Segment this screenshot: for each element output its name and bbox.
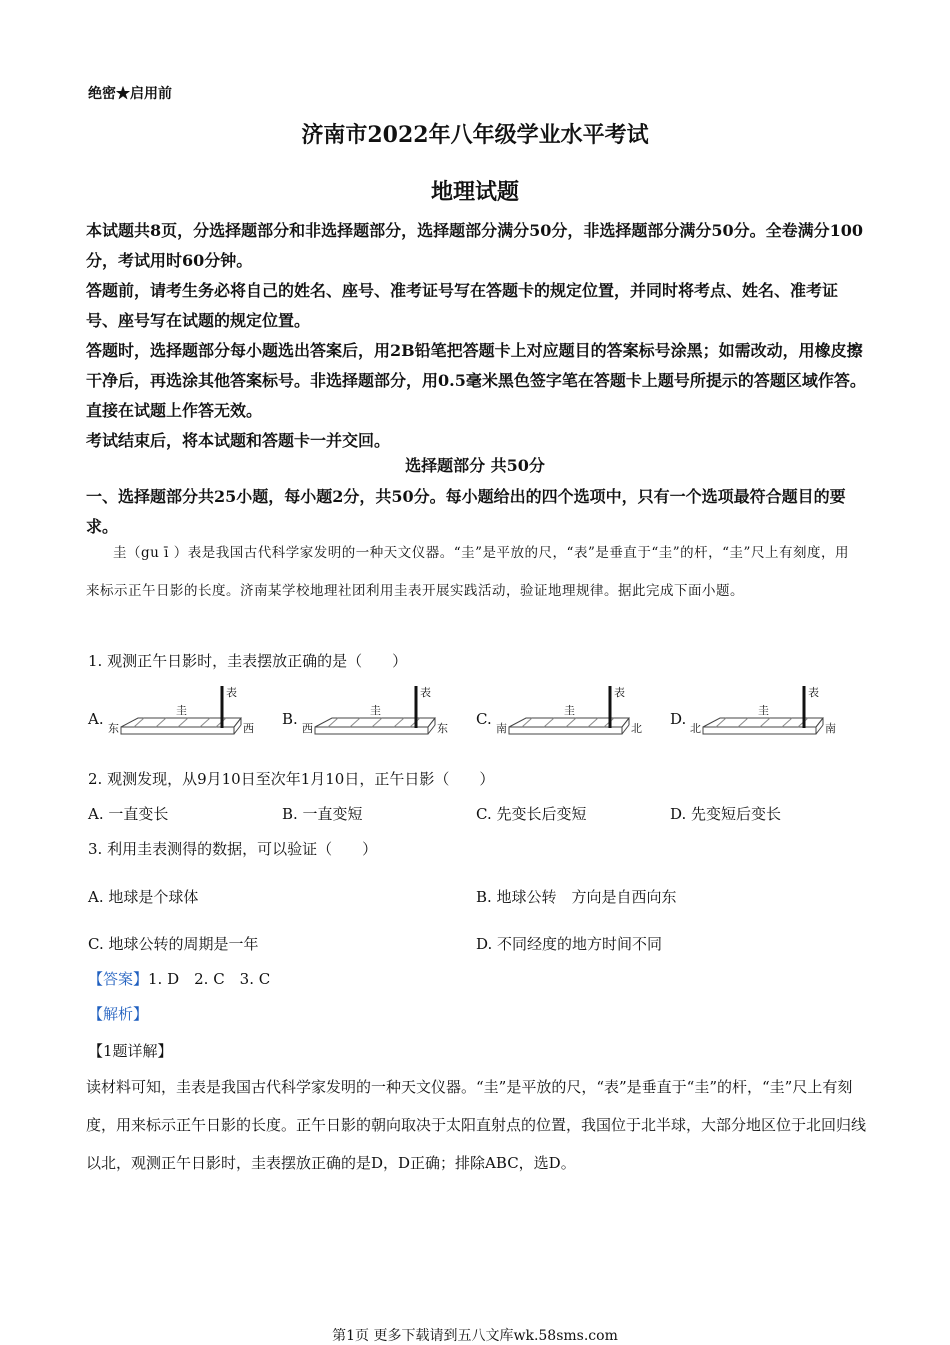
option-letter: B.	[282, 710, 298, 728]
answer-line	[88, 968, 270, 989]
q2-option-d: D. 先变短后变长	[670, 805, 782, 823]
gui-biao-diagram	[106, 680, 261, 750]
gui-label: 圭	[370, 704, 381, 717]
q3-option-d: D. 不同经度的地方时间不同	[476, 935, 663, 953]
option-letter: A.	[88, 710, 104, 728]
q1-option-a	[88, 680, 263, 750]
gui-biao-diagram	[300, 680, 455, 750]
exam-title: 济南市2022年八年级学业水平考试	[301, 122, 649, 148]
q3-option-c: C. 地球公转的周期是一年	[88, 935, 259, 953]
direction-left: 西	[302, 722, 313, 735]
q2-option-a: A. 一直变长	[88, 805, 169, 823]
part-one-heading: 一、选择题部分共25小题，每小题2分，共50分。每小题给出的四个选项中，只有一个选项最符合题目的要求。	[86, 487, 846, 536]
q1-option-c	[476, 680, 651, 750]
direction-right: 北	[631, 722, 642, 735]
biao-label: 表	[614, 686, 625, 699]
detail-label: 【1题详解】	[88, 1042, 173, 1060]
option-letter: D.	[670, 710, 687, 728]
biao-label: 表	[808, 686, 819, 699]
q2-option-c: C. 先变长后变短	[476, 805, 587, 823]
answer-label: 【答案】	[88, 970, 149, 988]
instruction-item: 答题时，选择题部分每小题选出答案后，用2B铅笔把答题卡上对应题目的答案标号涂黑；如需改动，用橡皮擦干净后，再选涂其他答案标号。非选择题部分，用0.5毫米黑色签字笔在答题卡上题号所提示的答题区域作答。直接在试题上作答无效。	[86, 341, 866, 420]
direction-left: 南	[496, 722, 507, 735]
direction-right: 东	[437, 722, 448, 735]
detail-explanation: 读材料可知，圭表是我国古代科学家发明的一种天文仪器。“圭”是平放的尺，“表”是垂直于“圭”的杆，“圭”尺上有刻度，用来标示正午日影的长度。正午日影的朝向取决于太阳直射点的位置，我国位于北半球，大部分地区位于北回归线以北，观测正午日影时，圭表摆放正确的是D，D正确；排除ABC，选D。	[86, 1078, 867, 1172]
question-1-stem: 1. 观测正午日影时，圭表摆放正确的是（ ）	[88, 652, 408, 670]
answer-text: 1. D 2. C 3. C	[148, 970, 271, 988]
biao-label: 表	[420, 686, 431, 699]
question-2-stem: 2. 观测发现，从9月10日至次年1月10日，正午日影（ ）	[88, 770, 495, 788]
gui-label: 圭	[176, 704, 187, 717]
direction-left: 东	[108, 722, 119, 735]
q1-option-d	[670, 680, 845, 750]
exam-subtitle: 地理试题	[430, 179, 519, 205]
page-footer: 第1页 更多下载请到五八文库wk.58sms.com	[332, 1328, 618, 1344]
question-3-stem: 3. 利用圭表测得的数据，可以验证（ ）	[88, 840, 378, 858]
confidential-mark: 绝密★启用前	[88, 86, 172, 102]
q3-option-a: A. 地球是个球体	[88, 888, 199, 906]
gui-biao-diagram	[494, 680, 649, 750]
instruction-item: 考试结束后，将本试题和答题卡一并交回。	[86, 431, 391, 450]
instruction-item: 本试题共8页，分选择题部分和非选择题部分，选择题部分满分50分，非选择题部分满分50分。全卷满分100分，考试用时60分钟。	[86, 221, 864, 270]
direction-left: 北	[690, 722, 701, 735]
q3-option-b: B. 地球公转 方向是自西向东	[476, 888, 677, 906]
direction-right: 西	[243, 722, 254, 735]
biao-label: 表	[226, 686, 237, 699]
option-letter: C.	[476, 710, 492, 728]
instruction-item: 答题前，请考生务必将自己的姓名、座号、准考证号写在答题卡的规定位置，并同时将考点、姓名、准考证号、座号写在试题的规定位置。	[86, 281, 839, 330]
section-title: 选择题部分 共50分	[405, 456, 545, 475]
q1-option-b	[282, 680, 457, 750]
analysis-label: 【解析】	[88, 1005, 149, 1023]
direction-right: 南	[825, 722, 836, 735]
q2-option-b: B. 一直变短	[282, 805, 363, 823]
question-material: 圭（gu ī ）表是我国古代科学家发明的一种天文仪器。“圭”是平放的尺，“表”是垂直于“圭”的杆，“圭”尺上有刻度，用来标示正午日影的长度。济南某学校地理社团利用圭表开展实践活动，验证地理规律。据此完成下面小题。	[86, 545, 849, 599]
gui-label: 圭	[758, 704, 769, 717]
gui-biao-diagram	[688, 680, 843, 750]
instructions	[86, 216, 866, 456]
gui-label: 圭	[564, 704, 575, 717]
